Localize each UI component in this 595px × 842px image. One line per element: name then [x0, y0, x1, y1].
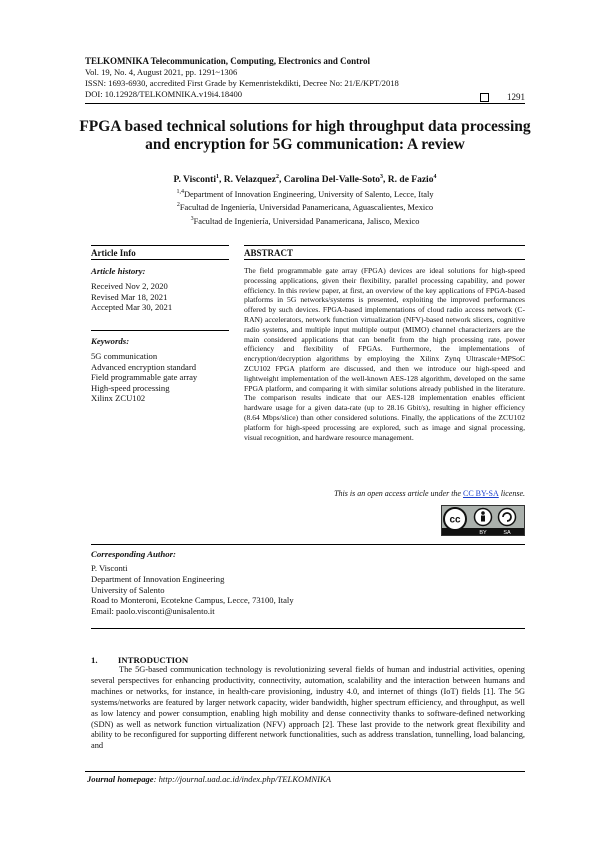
- page-number: 1291: [507, 92, 525, 102]
- journal-homepage: [87, 774, 331, 784]
- author-1-sup: 1: [215, 174, 219, 180]
- keyword-item: Xilinx ZCU102: [91, 393, 146, 403]
- affiliation-3-text: Facultad de Ingeniería, Universidad Panamericana, Jalisco, Mexico: [193, 216, 420, 226]
- introduction-heading: [91, 655, 188, 665]
- license-link[interactable]: CC BY-SA: [462, 489, 499, 498]
- homepage-label: Journal homepage: [87, 774, 154, 784]
- square-icon: [480, 93, 489, 102]
- introduction-body: The 5G-based communication technology is revolutionizing several fields of human and industrial activities, opening several perspectives for enhancing productivity, connectivity, automation, scalability and the interaction between humans and machines or networks, for instance, in health-care provisioning, industry 4.0, and internet of things (IoT) fields [1]. The 5G systems/networks are featured by larger network capacity, wider bandwidth, higher spectrum efficiency, and throughput, as well as low latency and power consumption, enabling high mobility and dense connectivity thanks to software-defined networking (SDN) as well as network function virtualization (NFV) approach [2]. These last provide to the network great flexibility and ability to be reconfigured for supporting different network functionalities, such as address translation, tunnelling, load balancing, and: [91, 665, 525, 751]
- author-list: P. Visconti$^1$, R. Velazquez$^2$, Carolina Del-Valle-Soto$^3$, R. de Fazio$^4$: [173, 174, 437, 186]
- corresponding-department: Department of Innovation Engineering: [91, 573, 225, 584]
- corresponding-top-rule: [91, 544, 525, 545]
- cc-badge-by: BY: [479, 530, 487, 536]
- keywords-list: [91, 351, 197, 404]
- open-access-prefix: This is an open access article under the: [334, 489, 463, 498]
- paper-title: FPGA based technical solutions for high throughput data processing and encryption for 5G communication: A review: [79, 118, 531, 153]
- corresponding-name: P. Visconti: [91, 563, 128, 573]
- header-rule: [85, 103, 525, 104]
- author-1: P. Visconti: [173, 175, 216, 186]
- history-list: [91, 281, 172, 313]
- affiliation-3-sup: 3: [190, 215, 194, 222]
- corresponding-details: [91, 563, 294, 617]
- footer-rule: [85, 771, 525, 772]
- volume-line: Vol. 19, No. 4, August 2021, pp. 1291~1306: [85, 67, 238, 77]
- history-accepted: Accepted Mar 30, 2021: [91, 302, 173, 312]
- cc-badge-sa: SA: [503, 530, 511, 536]
- keyword-item: High-speed processing: [91, 382, 170, 393]
- introduction-title: INTRODUCTION: [117, 655, 189, 665]
- affiliation-2-sup: 2: [176, 202, 180, 209]
- affiliation-3: [70, 214, 540, 227]
- corresponding-bottom-rule: [91, 628, 525, 629]
- keyword-item: Field programmable gate array: [91, 372, 198, 382]
- cc-badge-cc: cc: [449, 514, 461, 526]
- cc-by-sa-icon[interactable]: [441, 505, 525, 536]
- affiliation-1-text: Department of Innovation Engineering, University of Salento, Lecce, Italy: [183, 189, 434, 199]
- issn-line: ISSN: 1693-6930, accredited First Grade by Kemenristekdikti, Decree No: 21/E/KPT/2018: [85, 78, 399, 88]
- author-2-sup: 2: [275, 174, 279, 180]
- author-4-sup: 4: [433, 174, 437, 180]
- author-3-sup: 3: [380, 174, 384, 180]
- introduction-text: [91, 665, 525, 752]
- homepage-url[interactable]: : http://journal.uad.ac.id/index.php/TELKOMNIKA: [153, 774, 331, 784]
- keyword-item: Advanced encryption standard: [91, 361, 196, 372]
- article-info-heading: Article Info: [91, 248, 136, 258]
- open-access-note: [244, 489, 525, 498]
- keyword-item: 5G communication: [91, 351, 158, 361]
- affiliation-1-sup: 1,4: [176, 189, 184, 195]
- abstract-text: The field programmable gate array (FPGA) devices are ideal solutions for high-speed processing applications, given their flexibility, parallel processing capability, and power efficiency. In this review paper, at first, an overview of the key applications of FPGA-based platforms in 5G networks/systems is presented, exploiting the improved performances offered by such devices. FPGA-based implementations of cloud radio access network (C-RAN) accelerators, network function virtualization (NFV)-based network slicers, cognitive radio systems, and multiple input multiple output (MIMO) channel characterizers are the main considered applications that can benefit from the high processing rate, power efficiency and flexibility of FPGAs. Furthermore, the implementations of encryption/decryption algorithms by employing the Xilinx Zynq Ultrascale+MPSoC ZCU102 FPGA platform are discussed, and then we introduce our high-speed and lightweight implementation of the well-known AES-128 algorithm, developed on the same FPGA platform, and comparing it with similar solutions already published in the literature. The comparison results indicate that our AES-128 implementation enables efficient hardware usage for a given data-rate (up to 28.16 Gbit/s), resulting in higher efficiency (8.64 Mbps/slice) than other considered solutions. Finally, the applications of the ZCU102 platform for high-speed processing are explored, such as image and signal processing, visual recognition, and hardware resource management.: [244, 266, 525, 442]
- author-3: Carolina Del-Valle-Soto: [283, 175, 381, 186]
- affiliation-2: [70, 200, 540, 213]
- page-number-block: [480, 92, 525, 102]
- author-4: R. de Fazio: [387, 175, 434, 186]
- corresponding-heading: Corresponding Author:: [91, 549, 176, 559]
- history-revised: Revised Mar 18, 2021: [91, 291, 168, 302]
- affiliation-1: [70, 187, 540, 200]
- history-received: Received Nov 2, 2020: [91, 281, 168, 291]
- corresponding-address: Road to Monteroni, Ecotekne Campus, Lecce, 73100, Italy: [91, 595, 294, 606]
- open-access-suffix: license.: [498, 489, 525, 498]
- history-heading: Article history:: [91, 266, 146, 276]
- info-top-rule: [91, 245, 229, 246]
- keywords-rule: [91, 330, 229, 331]
- abstract-top-rule: [244, 245, 525, 246]
- journal-name: TELKOMNIKA Telecommunication, Computing, Electronics and Control: [85, 56, 370, 66]
- abstract-heading: ABSTRACT: [244, 248, 294, 258]
- info-heading-rule: [91, 259, 229, 260]
- corresponding-email: Email: paolo.visconti@unisalento.it: [91, 606, 215, 617]
- journal-header: [85, 56, 525, 100]
- introduction-number: 1.: [91, 655, 98, 665]
- affiliations: [70, 187, 540, 227]
- doi-line: DOI: 10.12928/TELKOMNIKA.v19i4.18400: [85, 89, 243, 99]
- affiliation-2-text: Facultad de Ingeniería, Universidad Panamericana, Aguascalientes, Mexico: [179, 203, 434, 213]
- keywords-heading: Keywords:: [91, 336, 130, 346]
- author-2: R. Velazquez: [223, 175, 276, 186]
- abstract-heading-rule: [244, 259, 525, 260]
- corresponding-university: University of Salento: [91, 584, 165, 595]
